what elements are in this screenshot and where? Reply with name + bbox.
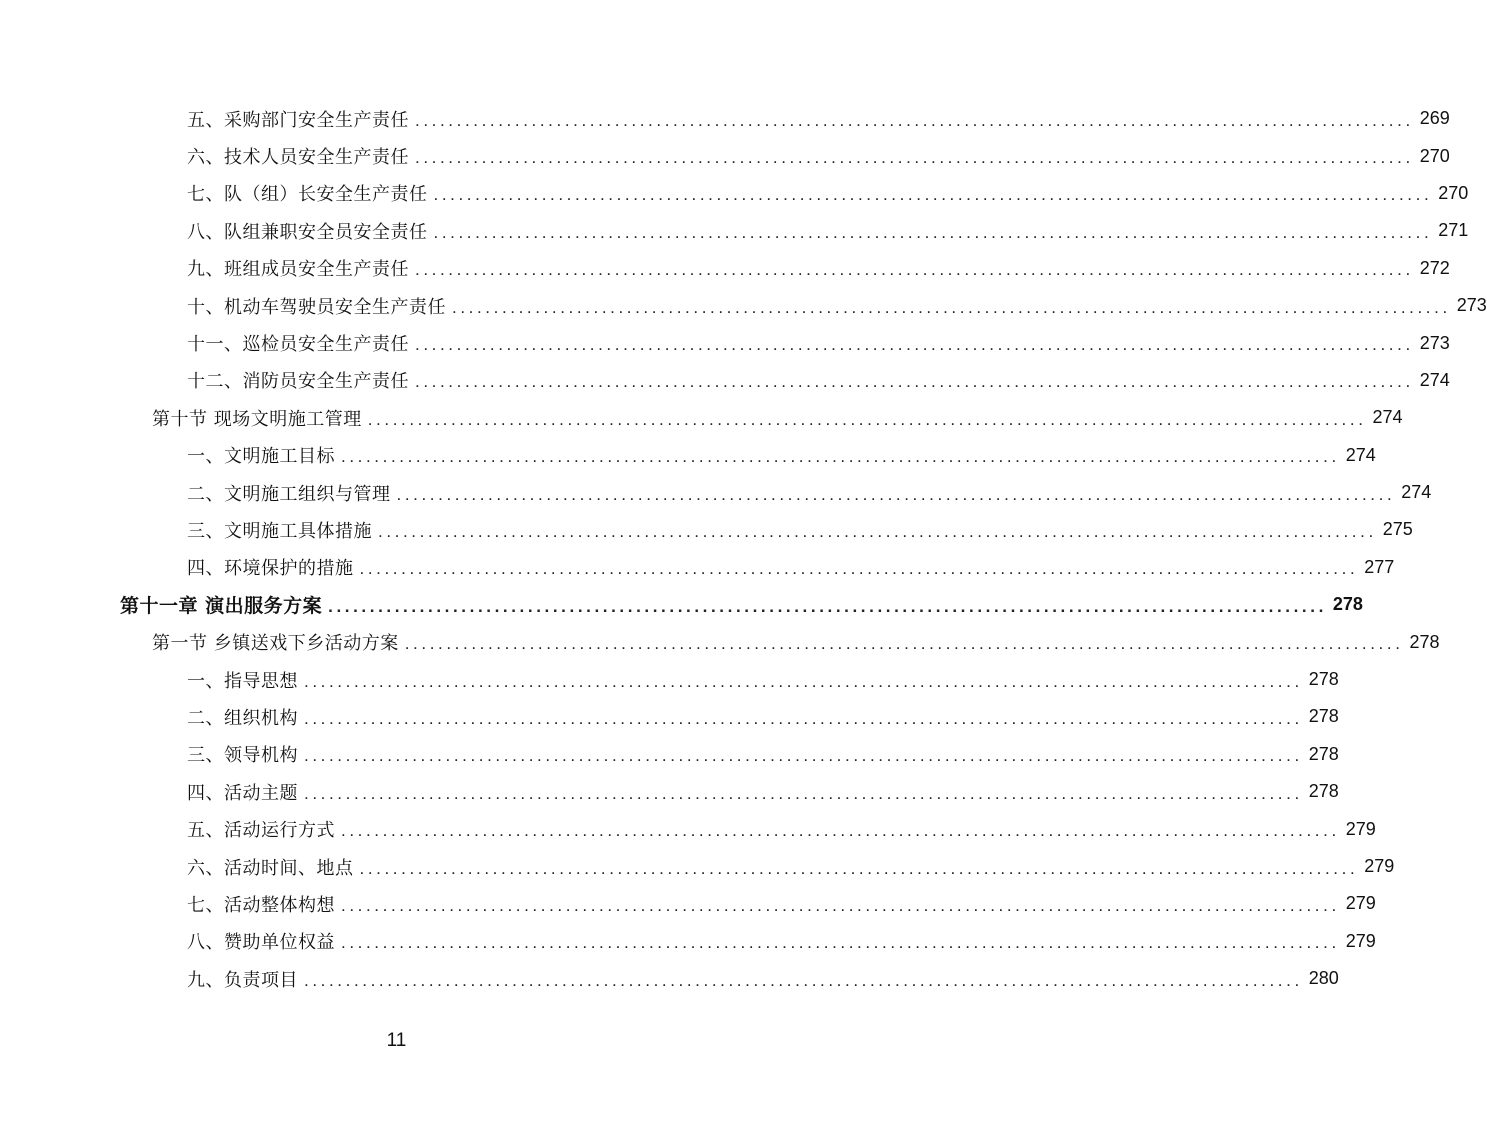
toc-entry-item[interactable] xyxy=(0,736,1339,773)
dot-leader: ........................................................................................................................ xyxy=(341,933,1340,953)
toc-entry-title: 八、队组兼职安全员安全责任 xyxy=(187,218,432,244)
toc-entry-title: 十、机动车驾驶员安全生产责任 xyxy=(187,293,450,319)
toc-entry-item[interactable] xyxy=(0,923,1376,960)
toc-entry-title: 九、班组成员安全生产责任 xyxy=(187,255,413,281)
toc-entry-page: 278 xyxy=(1308,669,1339,690)
toc-entry-title: 六、活动时间、地点 xyxy=(187,854,358,880)
dot-leader: ........................................................................................................................ xyxy=(304,783,1303,803)
toc-entry-page: 274 xyxy=(1419,369,1450,390)
toc-entry-item[interactable] xyxy=(0,100,1450,137)
toc-entry-page: 278 xyxy=(1308,781,1339,802)
toc-entry-page: 270 xyxy=(1419,145,1450,166)
page-number: 11 xyxy=(386,1030,407,1051)
toc-entry-page: 273 xyxy=(1419,332,1450,353)
toc-entry-page: 274 xyxy=(1345,444,1376,465)
dot-leader: ........................................................................................................................ xyxy=(341,447,1340,467)
toc-entry-item[interactable] xyxy=(0,250,1450,287)
table-of-contents xyxy=(0,100,1487,997)
toc-entry-title: 七、队（组）长安全生产责任 xyxy=(187,180,432,206)
toc-entry-title: 七、活动整体构想 xyxy=(187,891,339,917)
dot-leader: ........................................................................................................................ xyxy=(452,297,1451,317)
toc-entry-section[interactable] xyxy=(0,399,1403,436)
toc-entry-item[interactable] xyxy=(0,848,1395,885)
toc-entry-item[interactable] xyxy=(0,175,1469,212)
toc-entry-item[interactable] xyxy=(0,773,1339,810)
toc-entry-item[interactable] xyxy=(0,549,1395,586)
toc-entry-title: 四、活动主题 xyxy=(187,779,302,805)
toc-entry-title: 十二、消防员安全生产责任 xyxy=(187,367,413,393)
toc-entry-title: 十一、巡检员安全生产责任 xyxy=(187,330,413,356)
toc-entry-page: 279 xyxy=(1364,856,1395,876)
toc-entry-page: 271 xyxy=(1438,220,1469,241)
toc-entry-page: 279 xyxy=(1345,893,1376,914)
dot-leader: ........................................................................................................................ xyxy=(304,970,1303,990)
dot-leader: ........................................................................................................................ xyxy=(415,148,1414,168)
toc-entry-title: 八、赞助单位权益 xyxy=(187,928,339,954)
toc-entry-section[interactable] xyxy=(0,623,1440,660)
toc-entry-title: 第一节 乡镇送戏下乡活动方案 xyxy=(152,629,403,655)
toc-entry-page: 274 xyxy=(1401,482,1432,503)
toc-entry-item[interactable] xyxy=(0,661,1339,698)
toc-entry-item[interactable] xyxy=(0,960,1339,997)
dot-leader: ........................................................................................................................ xyxy=(304,746,1303,766)
dot-leader: ........................................................................................................................ xyxy=(359,858,1359,878)
dot-leader: ........................................................................................................................ xyxy=(433,185,1433,205)
dot-leader: ........................................................................................................................ xyxy=(367,409,1367,429)
toc-entry-item[interactable] xyxy=(0,287,1487,324)
dot-leader: ........................................................................................................................ xyxy=(378,521,1377,541)
toc-entry-item[interactable] xyxy=(0,511,1413,548)
toc-entry-page: 278 xyxy=(1332,594,1363,615)
toc-entry-title: 一、指导思想 xyxy=(187,667,302,693)
dot-leader: ........................................................................................................................ xyxy=(404,634,1404,654)
toc-entry-page: 275 xyxy=(1382,519,1413,540)
dot-leader: ........................................................................................................................ xyxy=(304,708,1303,728)
toc-entry-title: 第十一章 演出服务方案 xyxy=(120,591,326,618)
dot-leader: ........................................................................................................................ xyxy=(304,671,1303,691)
toc-entry-chapter[interactable] xyxy=(0,586,1363,623)
toc-entry-title: 九、负责项目 xyxy=(187,966,302,992)
toc-entry-title: 二、文明施工组织与管理 xyxy=(187,480,395,506)
toc-entry-title: 第十节 现场文明施工管理 xyxy=(152,405,366,431)
toc-entry-title: 一、文明施工目标 xyxy=(187,442,339,468)
toc-entry-page: 279 xyxy=(1345,818,1376,839)
toc-entry-page: 270 xyxy=(1438,182,1469,203)
toc-entry-title: 五、活动运行方式 xyxy=(187,816,339,842)
toc-entry-item[interactable] xyxy=(0,137,1450,174)
dot-leader: ........................................................................................................................ xyxy=(341,895,1340,915)
toc-entry-page: 278 xyxy=(1409,631,1440,652)
toc-entry-page: 274 xyxy=(1372,407,1403,428)
dot-leader: ........................................................................................................................ xyxy=(396,484,1396,504)
dot-leader: ........................................................................................................................ xyxy=(359,559,1359,579)
toc-entry-item[interactable] xyxy=(0,324,1450,361)
toc-entry-title: 五、采购部门安全生产责任 xyxy=(187,106,413,132)
toc-entry-item[interactable] xyxy=(0,212,1469,249)
dot-leader: ........................................................................................................................ xyxy=(433,222,1433,242)
toc-entry-page: 269 xyxy=(1419,108,1450,129)
dot-leader: ........................................................................................................................ xyxy=(415,335,1414,355)
dot-leader: ........................................................................................................................ xyxy=(341,821,1340,841)
toc-entry-item[interactable] xyxy=(0,698,1339,735)
toc-entry-page: 280 xyxy=(1308,968,1339,989)
toc-entry-item[interactable] xyxy=(0,885,1376,922)
toc-entry-page: 272 xyxy=(1419,257,1450,278)
dot-leader: ........................................................................................................................ xyxy=(415,110,1414,130)
toc-entry-title: 四、环境保护的措施 xyxy=(187,554,358,580)
dot-leader: ........................................................................................................................ xyxy=(415,372,1414,392)
toc-entry-item[interactable] xyxy=(0,474,1432,511)
dot-leader: ........................................................................................................................ xyxy=(328,596,1327,616)
toc-entry-item[interactable] xyxy=(0,362,1450,399)
toc-entry-page: 279 xyxy=(1345,930,1376,951)
toc-entry-title: 二、组织机构 xyxy=(187,704,302,730)
toc-entry-item[interactable] xyxy=(0,810,1376,847)
toc-entry-page: 273 xyxy=(1456,295,1487,316)
toc-entry-page: 278 xyxy=(1308,706,1339,727)
toc-entry-title: 三、文明施工具体措施 xyxy=(187,517,376,543)
toc-entry-title: 六、技术人员安全生产责任 xyxy=(187,143,413,169)
dot-leader: ........................................................................................................................ xyxy=(415,260,1414,280)
toc-entry-page: 278 xyxy=(1308,743,1339,764)
toc-entry-page: 277 xyxy=(1364,556,1395,577)
toc-entry-title: 三、领导机构 xyxy=(187,741,302,767)
toc-entry-item[interactable] xyxy=(0,437,1376,474)
